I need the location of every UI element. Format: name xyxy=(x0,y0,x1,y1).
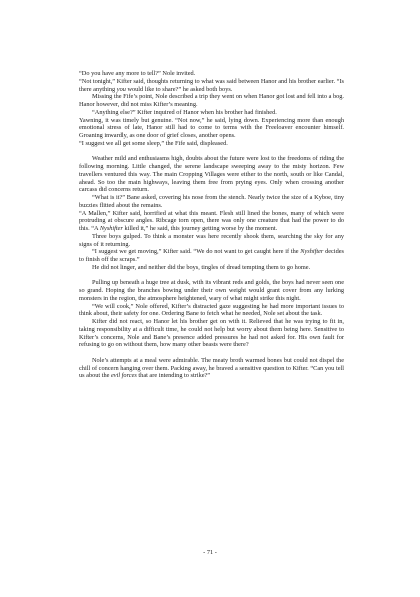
paragraph xyxy=(79,140,344,148)
paragraph xyxy=(79,78,344,94)
paragraph xyxy=(79,318,344,349)
text-run: Three boys gulped. To think a monster was here recently shook them, searching the sky for any signs of it returning. xyxy=(79,232,344,248)
text-run: Weather mild and enthusiasms high, doubts about the future were lost to the freedoms of riding the following morning. Little changed, the serene landscape sweeping away to the misty horizon. Few travellers ventured this way. The main Cropping Villages were either to the north, south or like Candal, ahead. So too the main highways, leaving them free from prying eyes. Only when crossing another carcass did concerns return. xyxy=(79,155,344,194)
text-run: “What is it?” Bane asked, covering his nose from the stench. Nearly twice the size of a Kyboe, tiny buzzies flitted about the remains. xyxy=(79,194,344,209)
italic-run: Nyshifter xyxy=(99,225,123,233)
text-run: “Not tonight,” Kifter said, thoughts returning to what was said between Hanor and his brother earlier. “Is there anything xyxy=(79,77,344,93)
paragraph xyxy=(79,279,344,302)
italic-run: you xyxy=(116,85,126,93)
italic-run: Nyshifter xyxy=(300,248,324,256)
text-run: would like to share?” he asked both boys. xyxy=(125,85,233,93)
text-run: Kifter did not react, so Hanor let his brother get on with it. Relieved that he was trying to fit in, taking responsibility at a difficult time, he could not help but worry about them being here. Sensitive to Kifter’s concerns, Nole and Bane’s presence added pressures he had not asked for. His own fault for refusing to go on without them, how many other beasts were there? xyxy=(79,318,344,349)
text-run: “We will cook,” Nole offered, Kifter’s distracted gaze suggesting he had more important issues to think about, their safety for one. Ordering Bane to fetch what he needed, Nole set about the task. xyxy=(79,302,344,318)
text-run: Pulling up beneath a huge tree at dusk, with its vibrant reds and golds, the boys had never seen one so grand. Hoping the branches bowing under their own weight would grant cover from any lurking monsters in the region, the atmosphere heightened, wary of what might strike this night. xyxy=(79,279,344,302)
text-run: killed it,” he said, this journey getting worse by the moment. xyxy=(122,225,278,233)
text-run: “Do you have any more to tell?” Nole invited. xyxy=(79,70,196,77)
paragraph xyxy=(79,194,344,210)
paragraph xyxy=(79,264,344,272)
paragraph xyxy=(79,303,344,319)
paragraph xyxy=(79,93,344,109)
text-run: “I suggest we all get some sleep,” the Fife said, displeased. xyxy=(79,139,228,147)
paragraph xyxy=(79,70,344,78)
text-run: “Anything else?” Kifter inquired of Hanor when his brother had finished. xyxy=(92,108,277,116)
italic-run: evil forces xyxy=(111,372,137,380)
paragraph xyxy=(79,109,344,117)
paragraph xyxy=(79,155,344,194)
paragraph xyxy=(79,233,344,249)
paragraph xyxy=(79,357,344,380)
text-run: “A Mallen,” Kifter said, horrified at what this meant. Flesh still lined the bones, many of which were protruding at obscure angles. Ribcage torn open, there was only one creature that had the power to do this. “A xyxy=(79,209,344,233)
paragraph xyxy=(79,210,344,233)
paragraph xyxy=(79,248,344,264)
text-run: decides to finish off the scraps.” xyxy=(79,248,344,264)
text-run: Yawning, it was timely but genuine. “Not now,” he said, lying down. Experiencing more than enough emotional stress of late, Hanor still had to come to terms with the Freeloaver encounter himself. Groaning inwardly, as one door of grief closes, another opens. xyxy=(79,116,344,139)
text-run: “I suggest we get moving,” Kifter said. “We do not want to get caught here if the xyxy=(92,248,301,256)
text-run: Nole’s attempts at a meal were admirable. The meaty broth warmed bones but could not dispel the chill of concern hanging over them. Packing away, he braved a sensitive question to Kifter. “Can you tell us about the xyxy=(79,356,344,380)
text-run: He did not linger, and neither did the boys, tingles of dread tempting them to go home. xyxy=(92,263,311,271)
body-text xyxy=(79,70,344,380)
page-number: - 71 - xyxy=(203,549,217,556)
paragraph xyxy=(79,117,344,140)
text-run: that are intending to strike?” xyxy=(136,372,211,380)
text-run: Missing the Fife’s point, Nole described a trip they went on when Hanor got lost and fell into a bog. Hanor however, did not miss Kifter’s meaning. xyxy=(79,93,344,108)
